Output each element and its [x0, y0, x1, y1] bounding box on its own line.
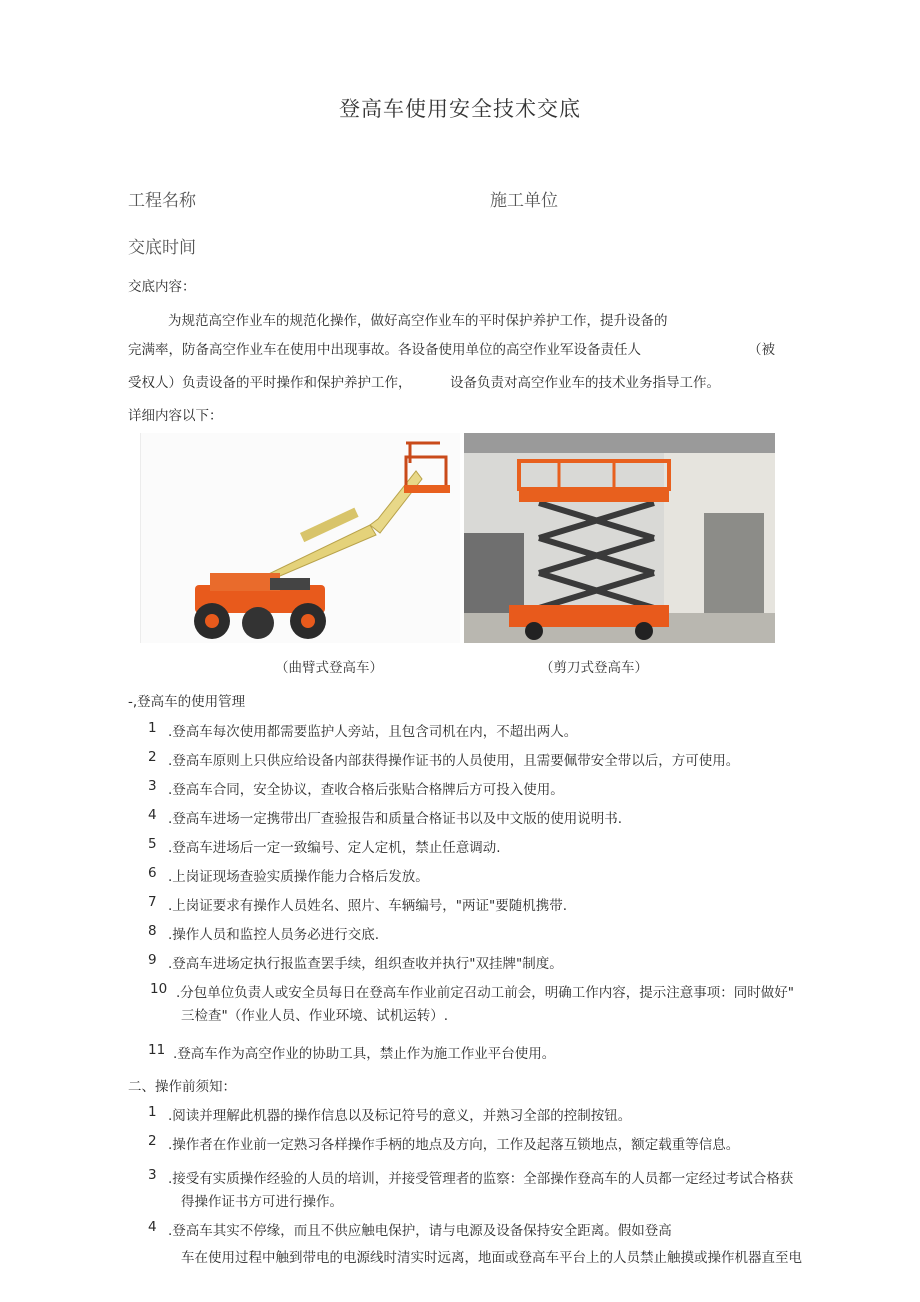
content-heading: 交底内容： — [128, 279, 196, 295]
s1-item-num: 8 — [148, 923, 157, 939]
contractor-label: 施工单位 — [490, 191, 558, 211]
s1-item-num: 10 — [150, 981, 168, 997]
s1-item-text: .登高车进场一定携带出厂查验报告和质量合格证书以及中文版的使用说明书. — [168, 811, 623, 827]
s1-item-text: .登高车进场定执行报监查罢手续，组织查收并执行"双挂牌"制度。 — [168, 956, 563, 972]
document-title: 登高车使用安全技术交底 — [339, 97, 581, 121]
s2-item-text-cont: 车在使用过程中触到带电的电源线时清实时远离，地面或登高车平台上的人员禁止触摸或操作机器直至电 — [181, 1250, 802, 1266]
s1-item-num: 11 — [148, 1042, 166, 1058]
s2-item-text: .阅读并理解此机器的操作信息以及标记符号的意义，并熟习全部的控制按钮。 — [168, 1108, 632, 1124]
s1-item-num: 3 — [148, 778, 157, 794]
s2-item-text: .登高车其实不停缘，而且不供应触电保护，请与电源及设备保持安全距离。假如登高 — [168, 1223, 672, 1239]
s1-item-text: .登高车作为高空作业的协助工具，禁止作为施工作业平台使用。 — [173, 1046, 556, 1062]
s2-item-text: .操作者在作业前一定熟习各样操作手柄的地点及方向，工作及起落互锁地点，额定载重等信息。 — [168, 1137, 740, 1153]
scissor-lift-caption: （剪刀式登高车） — [540, 660, 648, 676]
s2-item-num: 3 — [148, 1167, 157, 1183]
s1-item-text: .操作人员和监控人员务必进行交底. — [168, 927, 380, 943]
s1-item-text: .上岗证现场查验实质操作能力合格后发放。 — [168, 869, 429, 885]
project-name-label: 工程名称 — [128, 191, 196, 211]
s1-item-text: .登高车原则上只供应给设备内部获得操作证书的人员使用，且需要佩带安全带以后，方可使用。 — [168, 753, 740, 769]
s2-item-num: 2 — [148, 1133, 157, 1149]
scissor-lift-photo — [464, 433, 775, 643]
boom-lift-photo — [140, 433, 460, 643]
s1-item-text-cont: 三检查"（作业人员、作业环境、试机运转）. — [181, 1008, 449, 1024]
s1-item-num: 1 — [148, 720, 157, 736]
s1-item-text: .登高车进场后一定一致编号、定人定机，禁止任意调动. — [168, 840, 501, 856]
s1-item-text: .登高车每次使用都需要监护人旁站，且包含司机在内，不超出两人。 — [168, 724, 578, 740]
s1-item-num: 7 — [148, 894, 157, 910]
intro-line-3a: 受权人）负责设备的平时操作和保护养护工作， — [128, 375, 412, 391]
s1-item-text: .分包单位负责人或安全员每日在登高车作业前定召动工前会，明确工作内容，提示注意事项：同时做好" — [176, 985, 794, 1001]
s1-item-num: 9 — [148, 952, 157, 968]
s2-item-text: .接受有实质操作经验的人员的培训，并接受管理者的监察：全部操作登高车的人员都一定经过考试合格获 — [168, 1171, 794, 1187]
s2-item-text-cont: 得操作证书方可进行操作。 — [181, 1194, 343, 1210]
s1-item-num: 2 — [148, 749, 157, 765]
intro-line-2: 完满率，防备高空作业车在使用中出现事故。各设备使用单位的高空作业军设备责任人 — [128, 342, 641, 358]
section2-heading: 二、操作前须知： — [128, 1079, 236, 1095]
boom-lift-caption: （曲臂式登高车） — [275, 660, 383, 676]
s1-item-num: 6 — [148, 865, 157, 881]
time-label: 交底时间 — [128, 238, 196, 258]
intro-line-2-end: （被 — [748, 342, 775, 358]
s1-item-text: .上岗证要求有操作人员姓名、照片、车辆编号，"两证"要随机携带. — [168, 898, 568, 914]
intro-line-3b: 设备负责对高空作业车的技术业务指导工作。 — [450, 375, 720, 391]
section1-heading: -,登高车的使用管理 — [128, 694, 246, 710]
s1-item-text: .登高车合同，安全协议，查收合格后张贴合格牌后方可投入使用。 — [168, 782, 564, 798]
s1-item-num: 5 — [148, 836, 157, 852]
s2-item-num: 1 — [148, 1104, 157, 1120]
intro-line-1: 为规范高空作业车的规范化操作，做好高空作业车的平时保护养护工作，提升设备的 — [168, 313, 668, 329]
detail-heading: 详细内容以下： — [128, 408, 223, 424]
s1-item-num: 4 — [148, 807, 157, 823]
s2-item-num: 4 — [148, 1219, 157, 1235]
